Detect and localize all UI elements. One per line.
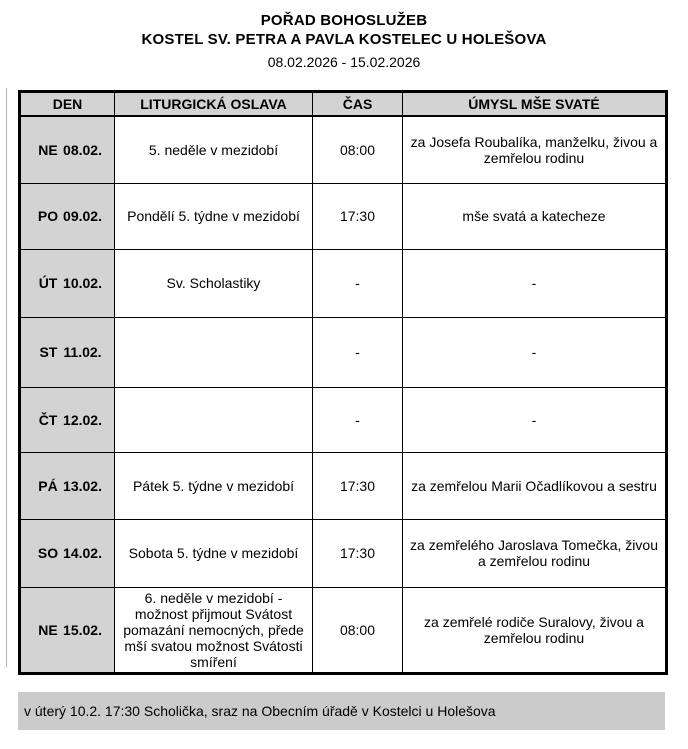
footer-note: v úterý 10.2. 17:30 Scholička, sraz na Obecním úřadě v Kostelci u Holešova	[24, 703, 496, 719]
intention-cell: za Josefa Roubalíka, manželku, živou a zemřelou rodinu	[403, 116, 667, 183]
time-cell: 08:00	[313, 116, 403, 183]
day-date: 12.02.	[63, 411, 102, 428]
celebration-cell	[115, 387, 313, 452]
col-header-den: DEN	[20, 92, 115, 117]
celebration-cell: Sv. Scholastiky	[115, 249, 313, 317]
date-range: 08.02.2026 - 15.02.2026	[267, 54, 421, 70]
day-cell	[20, 249, 115, 317]
day-cell	[20, 116, 115, 183]
footer-note-bar	[18, 692, 665, 730]
col-header-liturgicka-oslava: LITURGICKÁ OSLAVA	[115, 92, 313, 117]
intention-cell: za zemřelé rodiče Suralovy, živou a zemřelou rodinu	[403, 587, 667, 673]
day-code: NE	[38, 141, 58, 158]
day-cell	[20, 387, 115, 452]
table-row	[20, 116, 667, 183]
day-code: PÁ	[38, 477, 58, 494]
day-cell	[20, 587, 115, 673]
time-cell: -	[313, 317, 403, 387]
intention-cell: za zemřelou Marii Očadlíkovou a sestru	[403, 452, 667, 519]
table-row	[20, 452, 667, 519]
time-cell: -	[313, 387, 403, 452]
table-row	[20, 587, 667, 673]
day-code: SO	[37, 545, 59, 561]
day-code: NE	[38, 621, 58, 638]
day-code: ČT	[38, 411, 58, 428]
day-code: PO	[37, 208, 59, 224]
day-code: ST	[39, 344, 58, 360]
day-date: 11.02.	[63, 344, 102, 360]
time-cell: -	[313, 249, 403, 317]
celebration-cell	[115, 317, 313, 387]
celebration-cell: Pondělí 5. týdne v mezidobí	[115, 183, 313, 249]
col-header-umysl: ÚMYSL MŠE SVATÉ	[403, 92, 667, 117]
time-cell: 17:30	[313, 452, 403, 519]
time-cell: 17:30	[313, 183, 403, 249]
day-cell	[20, 317, 115, 387]
day-date: 14.02.	[63, 545, 102, 561]
day-date: 09.02.	[63, 208, 102, 224]
table-row	[20, 387, 667, 452]
intention-cell: mše svatá a katecheze	[403, 183, 667, 249]
celebration-cell: 6. neděle v mezidobí - možnost přijmout Svátost pomazání nemocných, přede mší svatou možnost Svátosti smíření	[115, 587, 313, 673]
day-code: ÚT	[38, 275, 58, 291]
day-cell	[20, 452, 115, 519]
day-date: 10.02.	[63, 275, 102, 291]
document-header	[0, 11, 688, 71]
table-row	[20, 317, 667, 387]
page-edge-line	[6, 88, 7, 667]
table-row	[20, 519, 667, 587]
day-date: 08.02.	[63, 141, 102, 158]
day-date: 15.02.	[63, 621, 102, 638]
table-row	[20, 183, 667, 249]
table-row	[20, 249, 667, 317]
day-date: 13.02.	[63, 477, 102, 494]
page-title: POŘAD BOHOSLUŽEB	[260, 12, 428, 29]
time-cell: 17:30	[313, 519, 403, 587]
day-cell	[20, 519, 115, 587]
table-header-row	[20, 92, 667, 117]
celebration-cell: Pátek 5. týdne v mezidobí	[115, 452, 313, 519]
celebration-cell: Sobota 5. týdne v mezidobí	[115, 519, 313, 587]
intention-cell: -	[403, 249, 667, 317]
schedule-table	[18, 90, 668, 675]
intention-cell: -	[403, 317, 667, 387]
celebration-cell: 5. neděle v mezidobí	[115, 116, 313, 183]
col-header-cas: ČAS	[313, 92, 403, 117]
time-cell: 08:00	[313, 587, 403, 673]
intention-cell: -	[403, 387, 667, 452]
church-name: KOSTEL SV. PETRA A PAVLA KOSTELEC U HOLEŠOVA	[141, 31, 547, 48]
day-cell	[20, 183, 115, 249]
intention-cell: za zemřelého Jaroslava Tomečka, živou a zemřelou rodinu	[403, 519, 667, 587]
